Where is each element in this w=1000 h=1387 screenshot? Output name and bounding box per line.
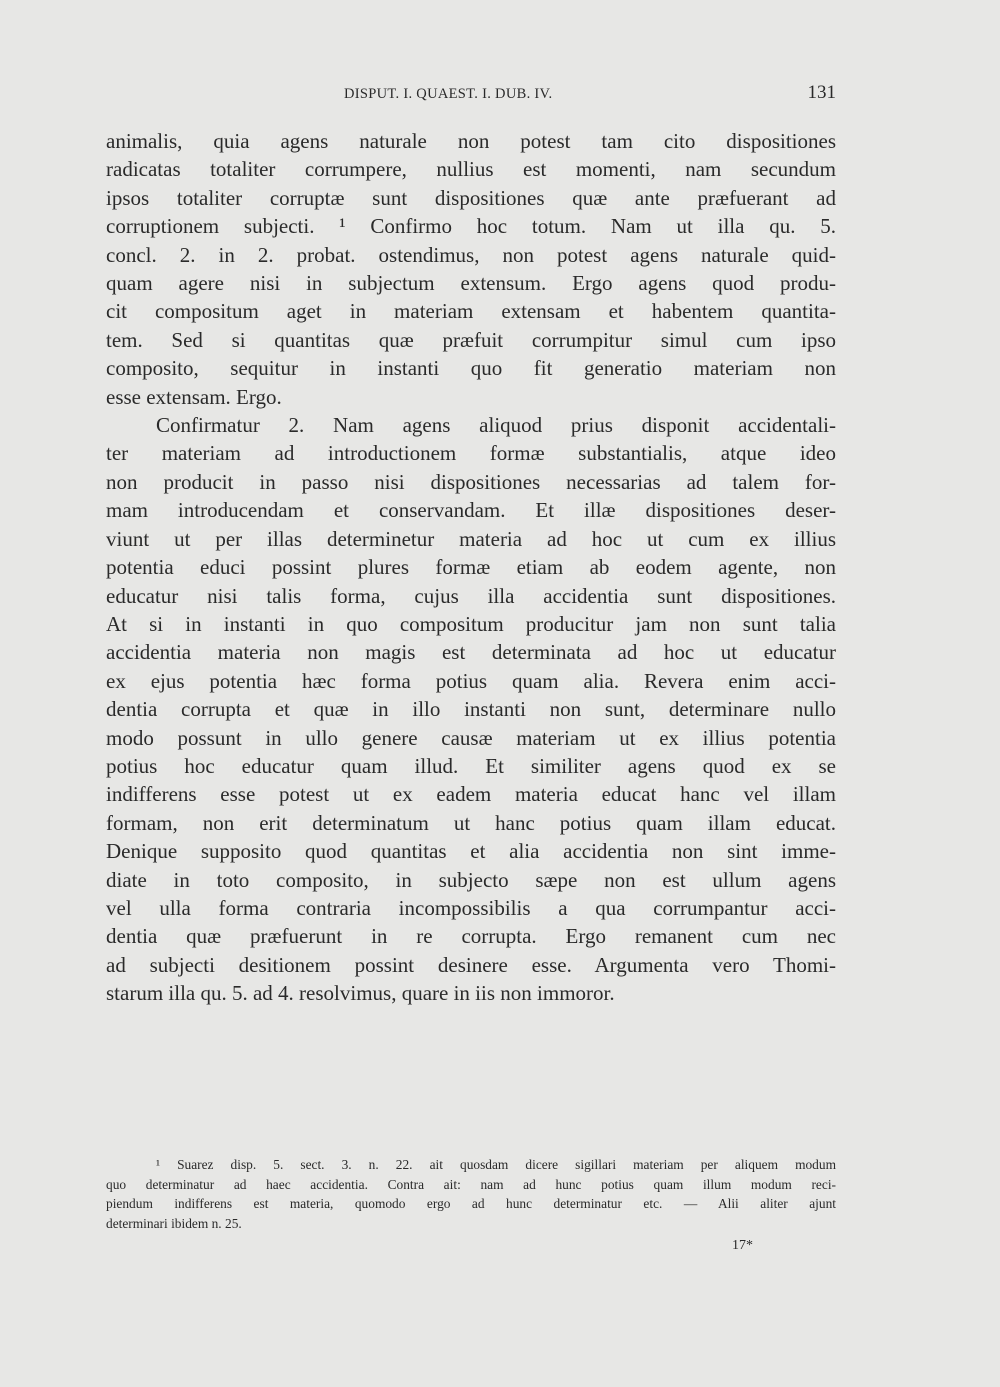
text-line: vel ulla forma contraria incompossibilis a qua corrumpantur acci- — [106, 895, 836, 920]
text-line: mam introducendam et conservandam. Et illæ dispositiones deser- — [106, 498, 836, 523]
text-line: dentia quæ præfuerunt in re corrupta. Ergo remanent cum nec — [106, 924, 836, 949]
text-line: potentia educi possint plures formæ etiam ab eodem agente, non — [106, 555, 836, 580]
body-text — [106, 127, 836, 1008]
footnote-line: piendum indifferens est materia, quomodo ergo ad hunc determinatur etc. — Alii aliter ajunt — [106, 1196, 836, 1212]
text-line: modo possunt in ullo genere causæ materiam ut ex illius potentia — [106, 725, 836, 750]
text-line: viunt ut per illas determinetur materia ad hoc ut cum ex illius — [106, 526, 836, 551]
text-line: animalis, quia agens naturale non potest tam cito dispositiones — [106, 129, 836, 153]
text-line: cit compositum aget in materiam extensam et habentem quantita- — [106, 299, 836, 324]
footnote-line: quo determinatur ad haec accidentia. Contra ait: nam ad hunc potius quam illum modum reci- — [106, 1176, 836, 1192]
text-line: esse extensam. Ergo. — [106, 384, 282, 409]
page-number: 131 — [807, 82, 836, 103]
text-line: diate in toto composito, in subjecto sæpe non est ullum agens — [106, 867, 836, 892]
footnote-line: ¹ Suarez disp. 5. sect. 3. n. 22. ait quosdam dicere sigillari materiam per aliquem modum — [156, 1157, 836, 1172]
text-line: ipsos totaliter corruptæ sunt dispositiones quæ ante præfuerant ad — [106, 185, 836, 210]
text-line: ad subjecti desitionem possint desinere esse. Argumenta vero Thomi- — [106, 952, 836, 977]
text-line: concl. 2. in 2. probat. ostendimus, non potest agens naturale quid- — [106, 242, 836, 267]
text-line: accidentia materia non magis est determinata ad hoc ut educatur — [106, 640, 836, 665]
text-line: indifferens esse potest ut ex eadem materia educat hanc vel illam — [106, 782, 836, 807]
text-line: starum illa qu. 5. ad 4. resolvimus, quare in iis non immoror. — [106, 981, 615, 1006]
running-head: DISPUT. I. QUAEST. I. DUB. IV. — [344, 86, 553, 102]
footnote-line: determinari ibidem n. 25. — [106, 1215, 242, 1231]
text-line: Denique supposito quod quantitas et alia accidentia non sint imme- — [106, 839, 836, 864]
signature-mark: 17* — [732, 1238, 753, 1253]
text-line: formam, non erit determinatum ut hanc potius quam illam educat. — [106, 810, 836, 835]
text-line: ex ejus potentia hæc forma potius quam alia. Revera enim acci- — [106, 668, 836, 693]
text-line: dentia corrupta et quæ in illo instanti non sunt, determinare nullo — [106, 697, 836, 722]
text-line: quam agere nisi in subjectum extensum. Ergo agens quod produ- — [106, 271, 836, 296]
text-line: corruptionem subjecti. ¹ Confirmo hoc totum. Nam ut illa qu. 5. — [106, 214, 836, 239]
text-line: potius hoc educatur quam illud. Et similiter agens quod ex se — [106, 753, 836, 778]
text-line: composito, sequitur in instanti quo fit generatio materiam non — [106, 356, 836, 381]
text-line: Confirmatur 2. Nam agens aliquod prius disponit accidentali- — [156, 413, 836, 438]
page-header — [106, 82, 836, 106]
text-line: ter materiam ad introductionem formæ substantialis, atque ideo — [106, 441, 836, 466]
text-line: tem. Sed si quantitas quæ præfuit corrumpitur simul cum ipso — [106, 327, 836, 352]
text-line: educatur nisi talis forma, cujus illa accidentia sunt dispositiones. — [106, 583, 836, 608]
text-line: radicatas totaliter corrumpere, nullius est momenti, nam secundum — [106, 157, 836, 182]
text-line: non producit in passo nisi dispositiones necessarias ad talem for- — [106, 469, 836, 494]
text-line: At si in instanti in quo compositum producitur jam non sunt talia — [106, 611, 836, 636]
footnote — [106, 1155, 836, 1233]
